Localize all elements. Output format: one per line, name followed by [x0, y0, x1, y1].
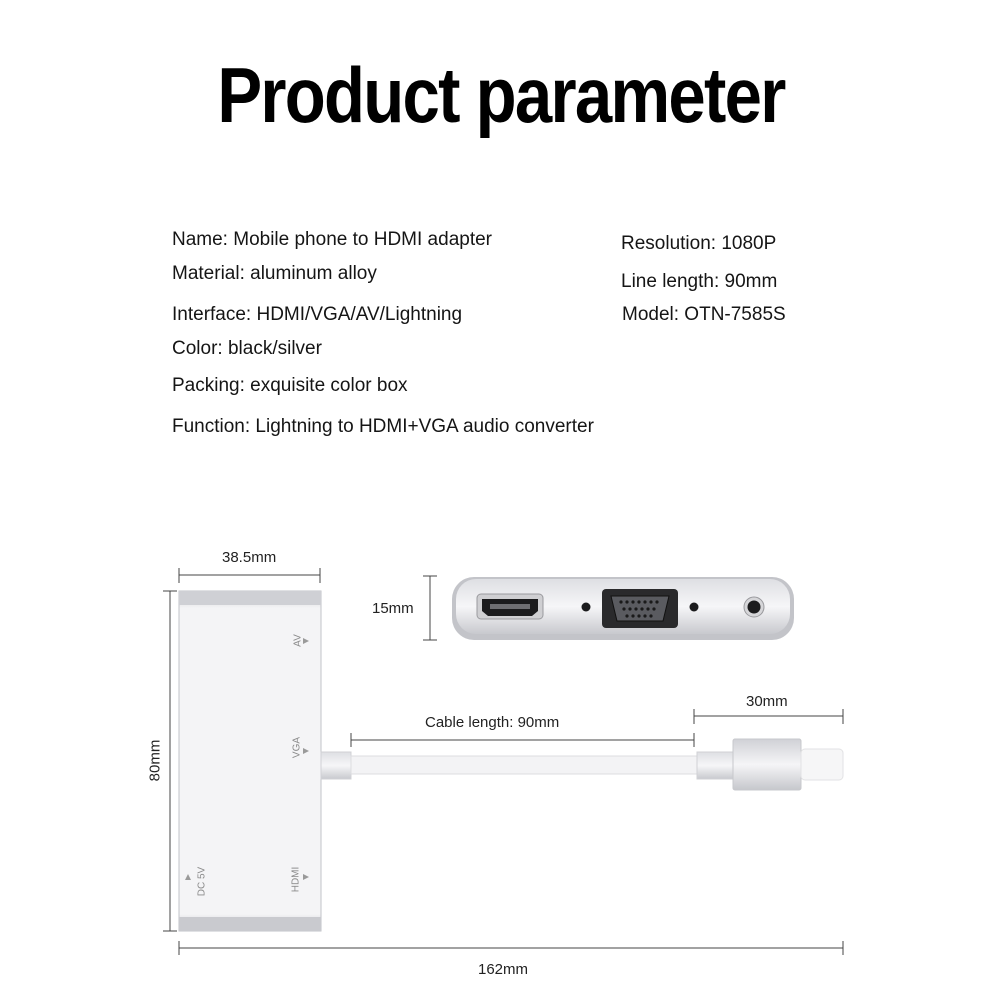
- av-jack: [744, 597, 764, 617]
- spec-color: Color: black/silver: [172, 338, 322, 359]
- thickness-dimension: [423, 576, 437, 640]
- port-label-dc: DC 5V: [196, 866, 208, 897]
- height-dimension: [163, 591, 177, 931]
- lightning-plug: [733, 739, 843, 790]
- spec-material: Material: aluminum alloy: [172, 263, 377, 284]
- port-label-hdmi: HDMI: [290, 866, 302, 893]
- spec-name: Name: Mobile phone to HDMI adapter: [172, 229, 492, 250]
- spec-packing: Packing: exquisite color box: [172, 375, 408, 396]
- spec-function: Function: Lightning to HDMI+VGA audio converter: [172, 416, 594, 437]
- thickness-label: 15mm: [372, 600, 414, 617]
- port-label-av: AV: [292, 634, 304, 647]
- port-label-vga: VGA: [291, 736, 303, 759]
- cable-dimension: [351, 733, 694, 747]
- spec-resolution: Resolution: 1080P: [621, 233, 777, 254]
- width-dimension: [179, 568, 320, 583]
- total-length-label: 162mm: [478, 961, 529, 978]
- spec-line-length: Line length: 90mm: [621, 271, 778, 292]
- adapter-side-view: [452, 577, 794, 640]
- indicator-dot-left: [582, 603, 591, 612]
- width-label: 38.5mm: [222, 549, 277, 566]
- total-dimension: [179, 941, 843, 955]
- page-title: Product parameter: [217, 51, 785, 139]
- spec-interface: Interface: HDMI/VGA/AV/Lightning: [172, 304, 463, 325]
- spec-model: Model: OTN-7585S: [622, 304, 786, 325]
- hdmi-port: [477, 594, 543, 619]
- vga-port: [602, 589, 678, 628]
- cable-length-label: Cable length: 90mm: [425, 714, 560, 731]
- plug-length-label: 30mm: [746, 693, 788, 710]
- cable: [321, 752, 733, 779]
- indicator-dot-right: [690, 603, 699, 612]
- plug-dimension: [694, 709, 843, 724]
- height-label: 80mm: [146, 739, 164, 782]
